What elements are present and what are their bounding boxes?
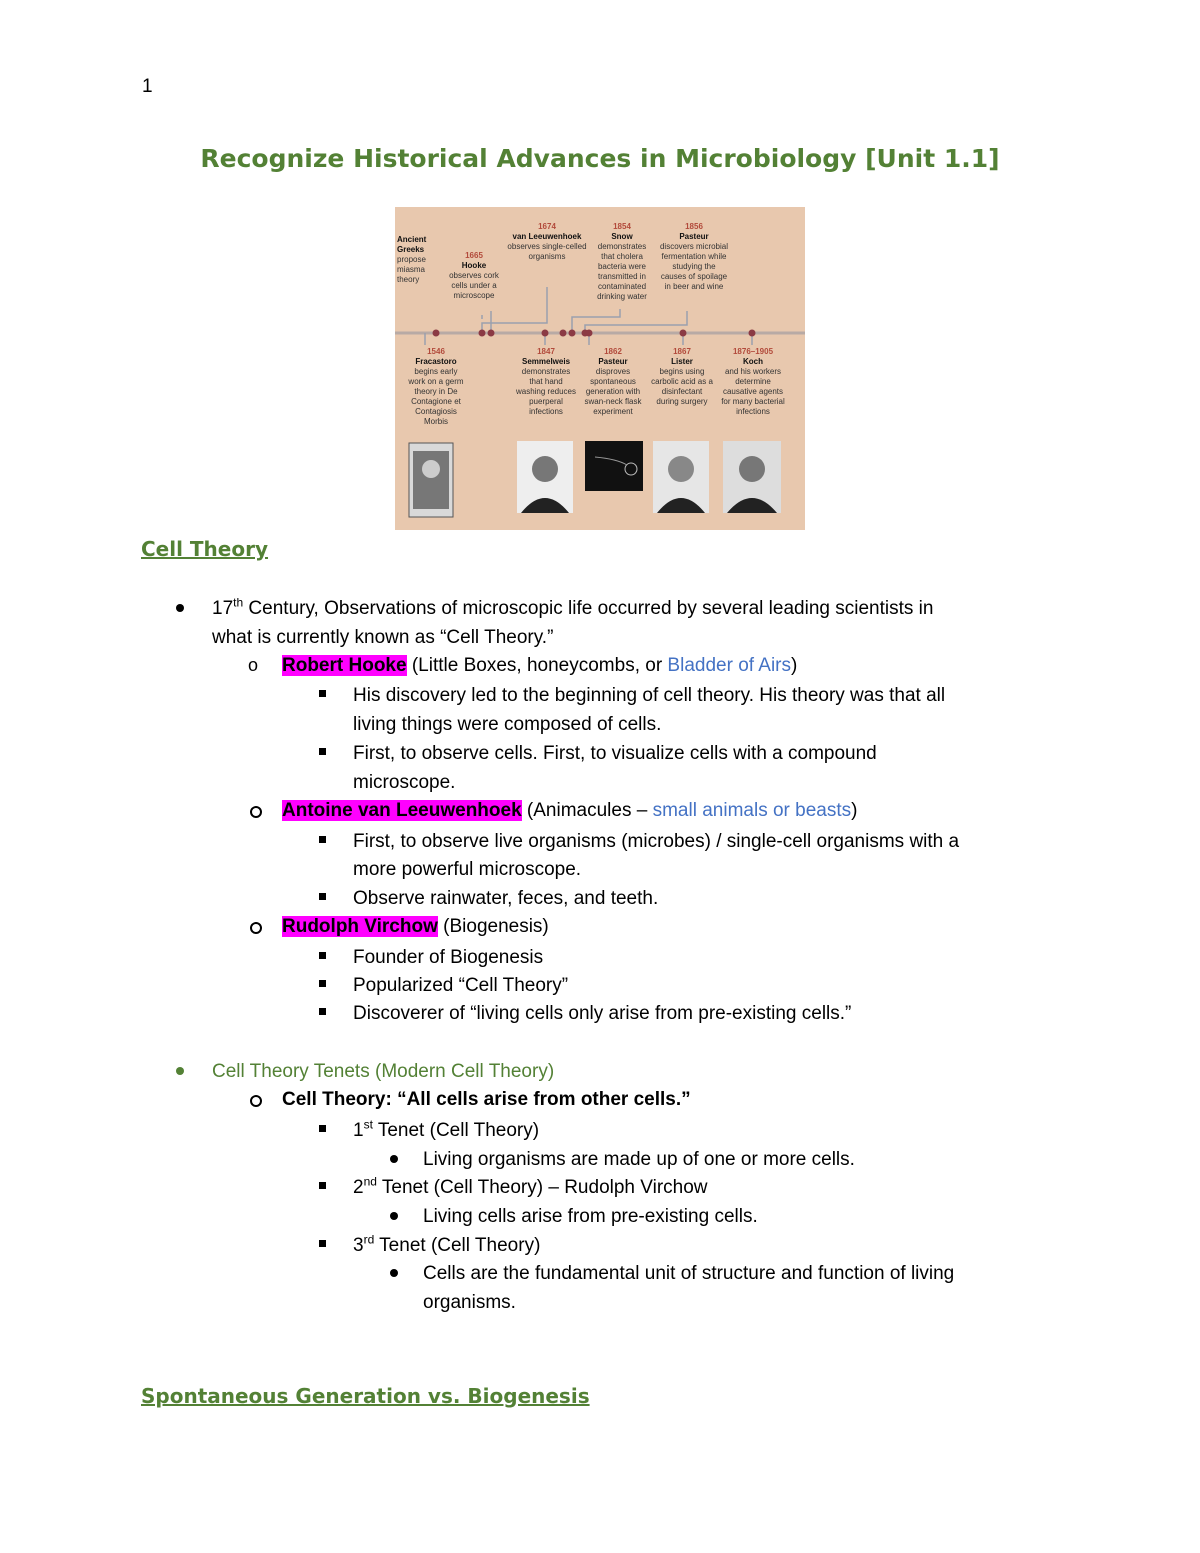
cell-theory-statement: Cell Theory: “All cells arise from other cells.”: [282, 1089, 691, 1110]
sub-bullet: [250, 922, 262, 934]
timeline-entry: 1867 Lister begins using carbolic acid as a disinfectant during surgery: [651, 347, 713, 406]
bullet: [390, 1269, 398, 1277]
timeline-figure: [395, 207, 805, 530]
timeline-entry: 1854 Snow demonstrates that cholera bacteria were transmitted in contaminated drinking water: [597, 222, 647, 301]
square-bullet: [319, 1240, 326, 1247]
tenets-label: Cell Theory Tenets (Modern Cell Theory): [212, 1061, 555, 1082]
square-bullet: [319, 893, 326, 900]
square-bullet: [319, 690, 326, 697]
square-bullet: [319, 748, 326, 755]
hooke-point: living things were composed of cells.: [353, 714, 662, 735]
tenet-1-detail: Living organisms are made up of one or more cells.: [423, 1149, 855, 1170]
square-bullet: [319, 980, 326, 987]
square-bullet: [319, 1125, 326, 1132]
scientist-leeuwenhoek: Antoine van Leeuwenhoek (Animacules – small animals or beasts): [282, 800, 858, 821]
square-bullet: [319, 1182, 326, 1189]
section-heading-cell-theory: Cell Theory: [141, 537, 269, 561]
timeline-entry: 1876–1905 Koch and his workers determine causative agents for many bacterial infections: [721, 347, 785, 416]
bullet: [176, 604, 184, 612]
tenet-2-detail: Living cells arise from pre-existing cells.: [423, 1206, 758, 1227]
sub-bullet: o: [248, 655, 259, 675]
square-bullet: [319, 1008, 326, 1015]
bullet: [176, 1067, 184, 1075]
virchow-point: Discoverer of “living cells only arise from pre-existing cells.”: [353, 1003, 852, 1024]
leeuwenhoek-point: Observe rainwater, feces, and teeth.: [353, 888, 659, 909]
tenet-2: 2nd Tenet (Cell Theory) – Rudolph Virchow: [353, 1174, 708, 1198]
scientist-virchow: Rudolph Virchow (Biogenesis): [282, 916, 549, 937]
bullet: [390, 1155, 398, 1163]
timeline-entry: 1674 van Leeuwenhoek observes single-celled organisms: [507, 222, 587, 261]
tenet-3-detail: Cells are the fundamental unit of structure and function of living: [423, 1263, 955, 1284]
virchow-point: Popularized “Cell Theory”: [353, 975, 569, 996]
scientist-hooke: Robert Hooke (Little Boxes, honeycombs, or Bladder of Airs): [282, 655, 798, 676]
timeline-entry: 1546 Fracastoro begins early work on a germ theory in De Contagione et Contagiosis Morbis: [408, 347, 464, 426]
hooke-point: First, to observe cells. First, to visualize cells with a compound: [353, 743, 877, 764]
sub-bullet: [250, 806, 262, 818]
hooke-point: His discovery led to the beginning of cell theory. His theory was that all: [353, 685, 946, 706]
leeuwenhoek-point: First, to observe live organisms (microbes) / single-cell organisms with a: [353, 831, 960, 852]
sub-bullet: [250, 1095, 262, 1107]
hooke-point: microscope.: [353, 772, 456, 793]
timeline-entry: 1856 Pasteur discovers microbial fermentation while studying the causes of spoilage in beer and wine: [659, 222, 729, 291]
square-bullet: [319, 836, 326, 843]
timeline-entry: 1665 Hooke observes cork cells under a microscope: [449, 251, 499, 300]
virchow-point: Founder of Biogenesis: [353, 947, 544, 968]
section-heading-spontaneous-generation: Spontaneous Generation vs. Biogenesis: [141, 1384, 590, 1408]
square-bullet: [319, 952, 326, 959]
leeuwenhoek-point: more powerful microscope.: [353, 859, 582, 880]
timeline-entry: Ancient Greeks propose miasma theory: [397, 235, 427, 284]
tenet-3-detail: organisms.: [423, 1292, 516, 1313]
bullet: [390, 1212, 398, 1220]
tenet-1: 1st Tenet (Cell Theory): [353, 1117, 540, 1141]
tenet-3: 3rd Tenet (Cell Theory): [353, 1232, 541, 1256]
intro-line-1: 17th Century, Observations of microscopic life occurred by several leading scientists in: [212, 595, 934, 619]
page-title: Recognize Historical Advances in Microbiology [Unit 1.1]: [200, 144, 1000, 173]
timeline-entry: 1847 Semmelweis demonstrates that hand washing reduces puerperal infections: [515, 347, 577, 416]
page-number: 1: [142, 76, 153, 97]
timeline-entry: 1862 Pasteur disproves spontaneous generation with swan-neck flask experiment: [584, 347, 642, 416]
intro-line-2: what is currently known as “Cell Theory.”: [212, 627, 554, 648]
